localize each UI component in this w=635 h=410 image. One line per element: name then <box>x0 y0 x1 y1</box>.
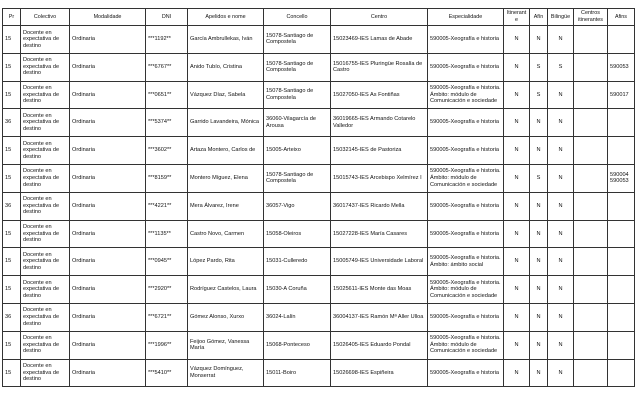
cell-centros-itinerantes <box>574 26 608 54</box>
cell-concello: 15058-Oleiros <box>264 220 331 248</box>
cell-afin: N <box>530 137 548 165</box>
cell-afins <box>608 276 635 304</box>
header-afin: Afín <box>530 9 548 26</box>
cell-bilingue: N <box>548 303 574 331</box>
cell-concello: 15030-A Coruña <box>264 276 331 304</box>
header-modalidade: Modalidade <box>70 9 146 26</box>
cell-modalidade: Ordinaria <box>70 164 146 192</box>
header-apelidos: Apelidos e nome <box>188 9 264 26</box>
cell-dni: ***4221** <box>146 192 188 220</box>
cell-centro: 15032145-IES de Pastoriza <box>331 137 428 165</box>
cell-centros-itinerantes <box>574 303 608 331</box>
cell-apelidos: López Pardo, Rita <box>188 248 264 276</box>
cell-afin: N <box>530 220 548 248</box>
cell-especialidade: 590005-Xeografía e historia. Ámbito: módulo de Comunicación e sociedade <box>428 331 504 359</box>
cell-colectivo: Docente en expectativa de destino <box>21 248 70 276</box>
cell-pr: 15 <box>3 53 21 81</box>
cell-centro: 15016755-IES Pluringüe Rosalía de Castro <box>331 53 428 81</box>
table-row <box>3 220 635 248</box>
cell-afins: 590017 <box>608 81 635 109</box>
cell-bilingue: N <box>548 26 574 54</box>
cell-afins <box>608 26 635 54</box>
cell-apelidos: Mera Álvarez, Irene <box>188 192 264 220</box>
cell-concello: 15078-Santiago de Compostela <box>264 26 331 54</box>
cell-afin: N <box>530 192 548 220</box>
cell-colectivo: Docente en expectativa de destino <box>21 109 70 137</box>
cell-concello: 15068-Ponteceso <box>264 331 331 359</box>
cell-apelidos: Artaza Montero, Carlos de <box>188 137 264 165</box>
header-itinerante: Itinerante <box>504 9 530 26</box>
cell-pr: 15 <box>3 248 21 276</box>
cell-dni: ***6721** <box>146 303 188 331</box>
cell-itinerante: N <box>504 276 530 304</box>
cell-dni: ***1192** <box>146 26 188 54</box>
cell-centro: 15027228-IES María Casares <box>331 220 428 248</box>
header-row <box>3 9 635 26</box>
table-row <box>3 303 635 331</box>
cell-afins <box>608 109 635 137</box>
cell-afins <box>608 303 635 331</box>
cell-afin: S <box>530 164 548 192</box>
cell-concello: 36060-Vilagarcía de Arousa <box>264 109 331 137</box>
cell-centro: 36004137-IES Ramón Mª Aller Ulloa <box>331 303 428 331</box>
cell-bilingue: N <box>548 192 574 220</box>
header-afins: Afins <box>608 9 635 26</box>
cell-pr: 15 <box>3 26 21 54</box>
cell-bilingue: N <box>548 109 574 137</box>
table-row <box>3 248 635 276</box>
cell-bilingue: N <box>548 359 574 387</box>
cell-modalidade: Ordinaria <box>70 137 146 165</box>
cell-itinerante: N <box>504 331 530 359</box>
cell-centros-itinerantes <box>574 331 608 359</box>
cell-apelidos: Castro Novo, Carmen <box>188 220 264 248</box>
cell-concello: 36024-Lalín <box>264 303 331 331</box>
cell-centro: 15026405-IES Eduardo Pondal <box>331 331 428 359</box>
cell-concello: 36057-Vigo <box>264 192 331 220</box>
cell-pr: 36 <box>3 303 21 331</box>
cell-apelidos: Gómez Alonso, Xurxo <box>188 303 264 331</box>
cell-centros-itinerantes <box>574 359 608 387</box>
cell-centro: 15027050-IES As Fontiñas <box>331 81 428 109</box>
cell-concello: 15005-Arteixo <box>264 137 331 165</box>
cell-dni: ***1135** <box>146 220 188 248</box>
table-row <box>3 331 635 359</box>
cell-pr: 36 <box>3 109 21 137</box>
cell-centro: 15015743-IES Arcebispo Xelmírez I <box>331 164 428 192</box>
cell-modalidade: Ordinaria <box>70 248 146 276</box>
cell-especialidade: 590005-Xeografía e historia <box>428 53 504 81</box>
cell-afins <box>608 220 635 248</box>
cell-colectivo: Docente en expectativa de destino <box>21 26 70 54</box>
cell-pr: 15 <box>3 331 21 359</box>
cell-concello: 15031-Culleredo <box>264 248 331 276</box>
cell-dni: ***2920** <box>146 276 188 304</box>
cell-apelidos: Rodríguez Castelos, Laura <box>188 276 264 304</box>
cell-colectivo: Docente en expectativa de destino <box>21 331 70 359</box>
cell-centros-itinerantes <box>574 276 608 304</box>
cell-centros-itinerantes <box>574 164 608 192</box>
cell-colectivo: Docente en expectativa de destino <box>21 81 70 109</box>
header-especialidade: Especialidade <box>428 9 504 26</box>
cell-apelidos: Montero Míguez, Elena <box>188 164 264 192</box>
cell-afins <box>608 192 635 220</box>
cell-especialidade: 590005-Xeografía e historia <box>428 137 504 165</box>
cell-centro: 36019665-IES Armando Cotarelo Valledor <box>331 109 428 137</box>
cell-afin: N <box>530 248 548 276</box>
cell-afins <box>608 359 635 387</box>
table-row <box>3 164 635 192</box>
cell-modalidade: Ordinaria <box>70 331 146 359</box>
cell-itinerante: N <box>504 137 530 165</box>
header-concello: Concello <box>264 9 331 26</box>
cell-colectivo: Docente en expectativa de destino <box>21 220 70 248</box>
table-row <box>3 359 635 387</box>
cell-pr: 15 <box>3 276 21 304</box>
cell-colectivo: Docente en expectativa de destino <box>21 303 70 331</box>
cell-centro: 15005749-IES Universidade Laboral <box>331 248 428 276</box>
cell-centros-itinerantes <box>574 220 608 248</box>
cell-centros-itinerantes <box>574 81 608 109</box>
cell-pr: 15 <box>3 220 21 248</box>
assignments-table <box>2 8 635 387</box>
table-row <box>3 276 635 304</box>
header-bilingue: Bilingüe <box>548 9 574 26</box>
cell-centro: 15026698-IES Espiñeira <box>331 359 428 387</box>
cell-afin: N <box>530 331 548 359</box>
cell-apelidos: Anido Tubío, Cristina <box>188 53 264 81</box>
cell-centros-itinerantes <box>574 248 608 276</box>
cell-apelidos: Feijoo Gómez, Vanessa María <box>188 331 264 359</box>
cell-concello: 15011-Boiro <box>264 359 331 387</box>
cell-itinerante: N <box>504 303 530 331</box>
cell-afin: N <box>530 359 548 387</box>
cell-pr: 15 <box>3 164 21 192</box>
cell-colectivo: Docente en expectativa de destino <box>21 53 70 81</box>
cell-dni: ***5374** <box>146 109 188 137</box>
cell-concello: 15078-Santiago de Compostela <box>264 164 331 192</box>
cell-dni: ***3602** <box>146 137 188 165</box>
cell-afin: S <box>530 53 548 81</box>
cell-itinerante: N <box>504 109 530 137</box>
cell-pr: 15 <box>3 81 21 109</box>
cell-itinerante: N <box>504 53 530 81</box>
cell-afins <box>608 331 635 359</box>
cell-apelidos: García Ambrullekas, Iván <box>188 26 264 54</box>
cell-concello: 15078-Santiago de Compostela <box>264 53 331 81</box>
cell-concello: 15078-Santiago de Compostela <box>264 81 331 109</box>
cell-afin: N <box>530 109 548 137</box>
header-colectivo: Colectivo <box>21 9 70 26</box>
cell-bilingue: N <box>548 137 574 165</box>
cell-itinerante: N <box>504 192 530 220</box>
cell-itinerante: N <box>504 164 530 192</box>
cell-itinerante: N <box>504 26 530 54</box>
cell-afin: N <box>530 276 548 304</box>
cell-afin: N <box>530 26 548 54</box>
cell-especialidade: 590005-Xeografía e historia. Ámbito: módulo de Comunicación e sociedade <box>428 164 504 192</box>
cell-afins <box>608 137 635 165</box>
cell-centros-itinerantes <box>574 137 608 165</box>
header-pr: Pr <box>3 9 21 26</box>
cell-apelidos: Garrido Lavandeira, Mónica <box>188 109 264 137</box>
header-centro: Centro <box>331 9 428 26</box>
cell-especialidade: 590005-Xeografía e historia <box>428 359 504 387</box>
cell-especialidade: 590005-Xeografía e historia <box>428 26 504 54</box>
cell-dni: ***0651** <box>146 81 188 109</box>
cell-modalidade: Ordinaria <box>70 303 146 331</box>
cell-centros-itinerantes <box>574 53 608 81</box>
cell-modalidade: Ordinaria <box>70 109 146 137</box>
cell-itinerante: N <box>504 81 530 109</box>
cell-centro: 15023469-IES Lamas de Abade <box>331 26 428 54</box>
cell-centro: 36017437-IES Ricardo Mella <box>331 192 428 220</box>
table-row <box>3 109 635 137</box>
cell-itinerante: N <box>504 359 530 387</box>
cell-centros-itinerantes <box>574 109 608 137</box>
cell-bilingue: S <box>548 53 574 81</box>
cell-dni: ***5410** <box>146 359 188 387</box>
cell-colectivo: Docente en expectativa de destino <box>21 192 70 220</box>
cell-bilingue: N <box>548 276 574 304</box>
cell-bilingue: N <box>548 81 574 109</box>
cell-modalidade: Ordinaria <box>70 81 146 109</box>
cell-apelidos: Vázquez Díaz, Sabela <box>188 81 264 109</box>
cell-centros-itinerantes <box>574 192 608 220</box>
cell-modalidade: Ordinaria <box>70 359 146 387</box>
cell-especialidade: 590005-Xeografía e historia. Ámbito: módulo de Comunicación e sociedade <box>428 81 504 109</box>
cell-especialidade: 590005-Xeografía e historia. Ámbito: módulo de Comunicación e sociedade <box>428 276 504 304</box>
cell-dni: ***0945** <box>146 248 188 276</box>
header-centros-itinerantes: Centros itinerantes <box>574 9 608 26</box>
cell-pr: 15 <box>3 137 21 165</box>
cell-afin: S <box>530 81 548 109</box>
cell-afins: 590004 590053 <box>608 164 635 192</box>
cell-modalidade: Ordinaria <box>70 192 146 220</box>
cell-afins: 590053 <box>608 53 635 81</box>
cell-pr: 36 <box>3 192 21 220</box>
cell-bilingue: N <box>548 248 574 276</box>
cell-dni: ***6767** <box>146 53 188 81</box>
cell-afin: N <box>530 303 548 331</box>
header-dni: DNI <box>146 9 188 26</box>
table-row <box>3 192 635 220</box>
cell-modalidade: Ordinaria <box>70 53 146 81</box>
cell-afins <box>608 248 635 276</box>
cell-especialidade: 590005-Xeografía e historia <box>428 303 504 331</box>
cell-colectivo: Docente en expectativa de destino <box>21 137 70 165</box>
table-row <box>3 53 635 81</box>
cell-modalidade: Ordinaria <box>70 26 146 54</box>
cell-bilingue: N <box>548 220 574 248</box>
cell-colectivo: Docente en expectativa de destino <box>21 359 70 387</box>
cell-colectivo: Docente en expectativa de destino <box>21 164 70 192</box>
cell-bilingue: N <box>548 331 574 359</box>
cell-centro: 15025611-IES Monte das Moas <box>331 276 428 304</box>
cell-modalidade: Ordinaria <box>70 276 146 304</box>
cell-colectivo: Docente en expectativa de destino <box>21 276 70 304</box>
cell-modalidade: Ordinaria <box>70 220 146 248</box>
table-row <box>3 26 635 54</box>
cell-especialidade: 590005-Xeografía e historia. Ámbito: ámbito social <box>428 248 504 276</box>
cell-apelidos: Vázquez Domínguez, Monserrat <box>188 359 264 387</box>
cell-dni: ***1996** <box>146 331 188 359</box>
cell-dni: ***8159** <box>146 164 188 192</box>
table-row <box>3 81 635 109</box>
cell-bilingue: N <box>548 164 574 192</box>
table-row <box>3 137 635 165</box>
cell-especialidade: 590005-Xeografía e historia <box>428 109 504 137</box>
cell-especialidade: 590005-Xeografía e historia <box>428 220 504 248</box>
cell-itinerante: N <box>504 248 530 276</box>
table-body <box>3 26 635 387</box>
cell-especialidade: 590005-Xeografía e historia <box>428 192 504 220</box>
cell-itinerante: N <box>504 220 530 248</box>
cell-pr: 15 <box>3 359 21 387</box>
